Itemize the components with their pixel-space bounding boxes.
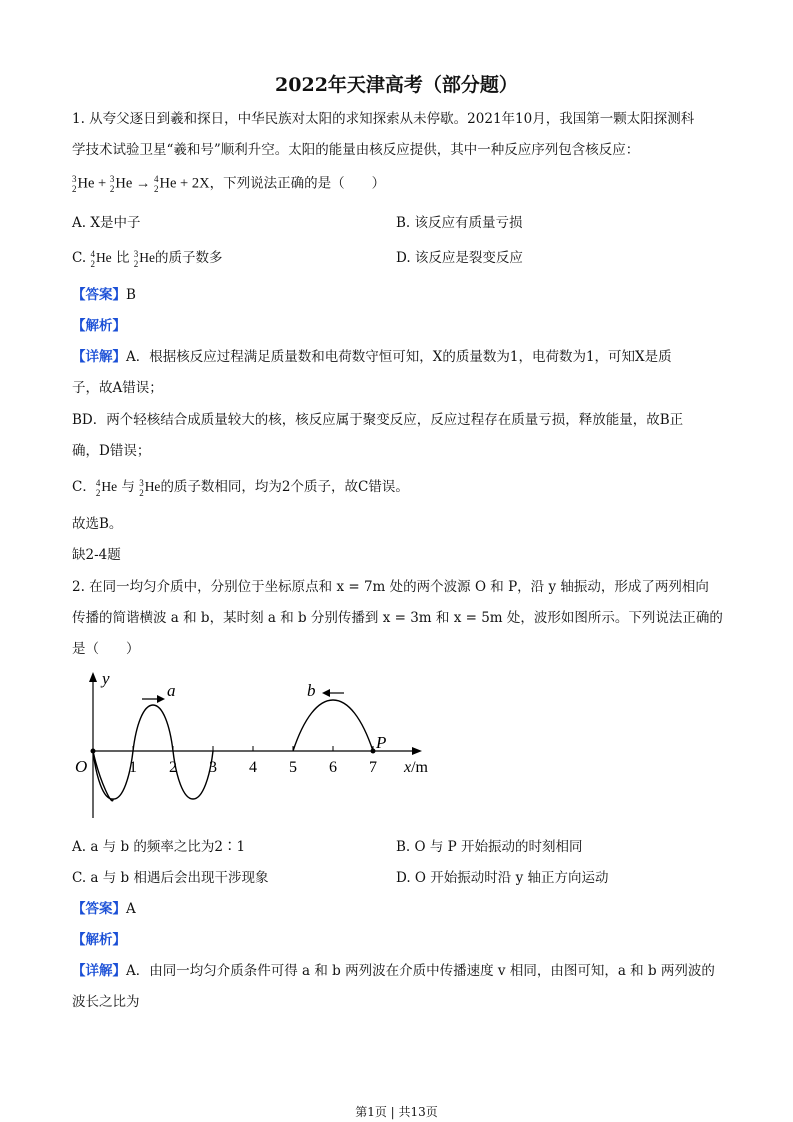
q2-answer-value: A	[126, 901, 136, 917]
q1-answer	[72, 286, 136, 304]
q1-detail-line1	[72, 348, 672, 366]
q2-stem-line2: 传播的简谐横波 a 和 b，某时刻 a 和 b 分别传播到 x = 3m 和 x = 5m 处，波形如图所示。下列说法正确的	[72, 610, 723, 626]
q2-option-c: C. a 与 b 相遇后会出现干涉现象	[72, 870, 269, 886]
q2-stem-line1: 2. 在同一均匀介质中，分别位于坐标原点和 x = 7m 处的两个波源 O 和 P，沿 y 轴振动，形成了两列相向	[72, 579, 709, 595]
q1-option-c-tail: 的质子数多	[155, 250, 223, 267]
q2-answer	[72, 900, 136, 918]
q2-option-b: B. O 与 P 开始振动的时刻相同	[396, 839, 583, 855]
wave-b-label: b	[307, 681, 316, 700]
q1-option-d: D. 该反应是裂变反应	[396, 250, 523, 266]
tick-label-3: 3	[209, 759, 217, 776]
q1-detail-text1: A．根据核反应过程满足质量数和电荷数守恒可知，X的质量数为1，电荷数为1，可知X是质	[126, 349, 672, 365]
wave-a-curve	[93, 705, 213, 801]
q2-analysis	[72, 931, 126, 949]
tick-label-7: 7	[369, 759, 377, 776]
x-axis-label: x/m	[404, 759, 428, 776]
source-p-label: P	[376, 733, 387, 752]
source-p-point	[371, 749, 376, 754]
q2-answer-label: 【答案】	[72, 901, 126, 917]
tick-label-6: 6	[329, 759, 337, 776]
q2-detail-line2: 波长之比为	[72, 994, 140, 1010]
q1-option-a: A. X是中子	[72, 215, 141, 231]
tick-label-4: 4	[249, 759, 257, 776]
tick-label-group	[129, 759, 377, 776]
y-axis-arrow	[89, 672, 97, 682]
q1-option-b: B. 该反应有质量亏损	[396, 215, 523, 231]
q1-stem-line1: 1. 从夸父逐日到羲和探日，中华民族对太阳的求知探索从未停歇。2021年10月，我国第一颗太阳探测科	[72, 111, 695, 127]
q1-detail-line3: BD．两个轻核结合成质量较大的核，核反应属于聚变反应，反应过程存在质量亏损，释放能量，故B正	[72, 412, 684, 428]
wave-a-arrowhead	[157, 695, 165, 703]
x-axis-arrow	[412, 747, 422, 755]
q2-detail-label: 【详解】	[72, 963, 126, 979]
source-o-point	[91, 749, 96, 754]
q1-analysis	[72, 317, 126, 335]
q2-stem-line3: 是（ ）	[72, 641, 140, 657]
q2-detail-line1	[72, 962, 715, 980]
tick-label-1: 1	[129, 759, 137, 776]
tick-label-5: 5	[289, 759, 297, 776]
q1-answer-value: B	[126, 287, 136, 303]
q2-analysis-label: 【解析】	[72, 932, 126, 948]
wave-b-curve	[293, 700, 373, 751]
origin-label: O	[75, 757, 88, 776]
q1-option-c: C. 4 2 He 比 3 2 He的质子数多	[72, 249, 223, 269]
wave-b-arrowhead	[322, 689, 330, 697]
q1-nuclear-equation: 3 2 He + 3 2 He → 4 2 He + 2X，下列说法正确的是（ ）	[72, 174, 386, 194]
q1-answer-label: 【答案】	[72, 287, 126, 303]
wave-a-label: a	[167, 681, 176, 700]
q1-equation-tail: ，下列说法正确的是（ ）	[209, 175, 386, 192]
q1-detail-line5-tail: 的质子数相同，均为2个质子，故C错误。	[160, 479, 409, 496]
q1-detail-line2: 子，故A错误；	[72, 380, 163, 396]
q2-detail-text1: A．由同一均匀介质条件可得 a 和 b 两列波在介质中传播速度 v 相同，由图可知，a 和 b 两列波的	[126, 963, 715, 979]
q1-stem-line2: 学技术试验卫星“羲和号”顺利升空。太阳的能量由核反应提供，其中一种反应序列包含核反应：	[72, 142, 640, 158]
q2-option-d: D. O 开始振动时沿 y 轴正方向运动	[396, 870, 609, 886]
y-axis-label: y	[102, 669, 110, 688]
missing-questions-note: 缺2-4题	[72, 547, 121, 563]
q1-analysis-label: 【解析】	[72, 318, 126, 334]
page-footer: 第1页 | 共13页	[355, 1105, 438, 1119]
q1-conclusion: 故选B。	[72, 516, 123, 532]
q1-detail-label: 【详解】	[72, 349, 126, 365]
q1-detail-line4: 确，D错误；	[72, 443, 151, 459]
q2-option-a: A. a 与 b 的频率之比为2∶1	[72, 839, 246, 855]
q1-detail-line5: C． 4 2 He 与 3 2 He的质子数相同，均为2个质子，故C错误。	[72, 478, 409, 498]
wave-figure	[66, 668, 446, 828]
tick-label-2: 2	[169, 759, 177, 776]
page-title: 2022年天津高考（部分题）	[275, 74, 518, 96]
